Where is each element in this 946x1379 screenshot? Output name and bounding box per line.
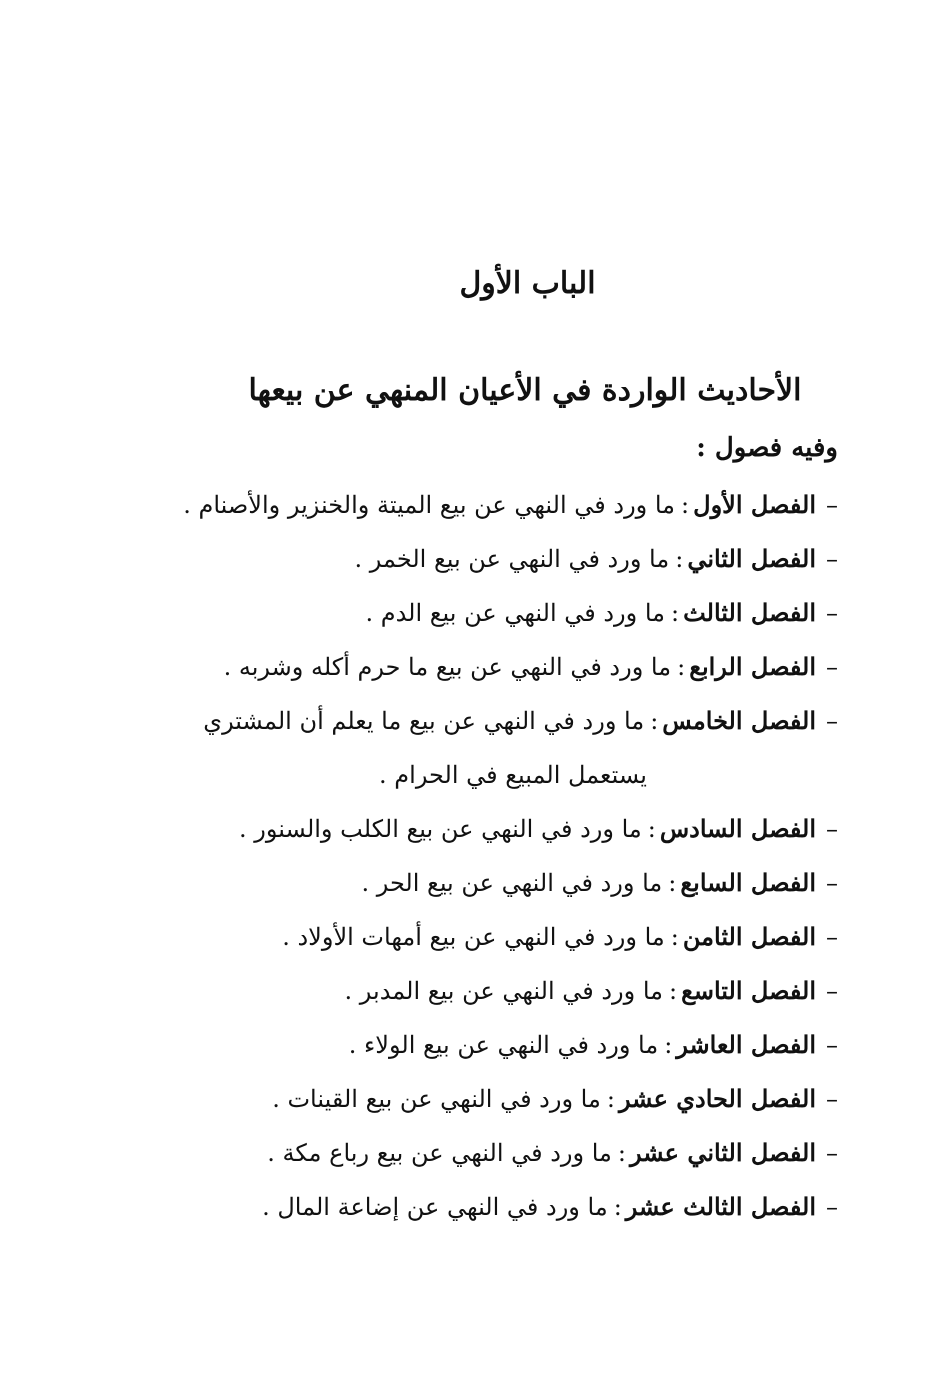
chapter-name: الفصل الثامن xyxy=(682,922,816,951)
list-dash: – xyxy=(826,599,838,627)
separator: : xyxy=(617,1139,626,1167)
chapter-text: ما ورد في النهي عن بيع المدبر . xyxy=(344,977,664,1005)
chapter-name: الفصل السابع xyxy=(680,868,816,897)
list-dash: – xyxy=(826,869,838,897)
chapter-name: الفصل الثاني xyxy=(687,544,816,573)
list-item xyxy=(148,802,838,856)
separator: : xyxy=(668,869,677,897)
list-item xyxy=(148,1072,838,1126)
section-title: الأحاديث الواردة في الأعيان المنهي عن بيعها xyxy=(248,373,802,408)
chapter-text: ما ورد في النهي عن بيع ما يعلم أن المشتري xyxy=(203,707,645,735)
chapter-text: ما ورد في النهي عن بيع الولاء . xyxy=(348,1031,659,1059)
chapter-title: الباب الأول xyxy=(459,266,596,301)
list-item xyxy=(148,1126,838,1180)
chapter-text: ما ورد في النهي عن بيع أمهات الأولاد . xyxy=(282,923,665,951)
list-item xyxy=(148,586,838,640)
list-dash: – xyxy=(826,977,838,1005)
intro-text: وفيه فصول : xyxy=(696,433,838,463)
separator: : xyxy=(671,599,680,627)
list-dash: – xyxy=(826,653,838,681)
chapter-name: الفصل العاشر xyxy=(676,1030,816,1059)
separator: : xyxy=(647,815,656,843)
separator: : xyxy=(613,1193,622,1221)
chapter-name: الفصل الخامس xyxy=(662,706,816,735)
chapter-text: ما ورد في النهي عن بيع الحر . xyxy=(361,869,663,897)
chapter-text: ما ورد في النهي عن بيع رباع مكة . xyxy=(267,1139,612,1167)
chapter-name: الفصل التاسع xyxy=(681,976,816,1005)
list-item xyxy=(148,478,838,532)
list-item xyxy=(148,1180,838,1234)
chapter-name: الفصل الثالث عشر xyxy=(625,1192,816,1221)
list-item xyxy=(148,910,838,964)
chapter-name: الفصل الحادي عشر xyxy=(618,1084,816,1113)
chapter-name: الفصل السادس xyxy=(659,814,816,843)
chapter-text: ما ورد في النهي عن بيع الدم . xyxy=(365,599,666,627)
list-dash: – xyxy=(826,923,838,951)
chapter-name: الفصل الرابع xyxy=(689,652,816,681)
separator: : xyxy=(669,977,678,1005)
separator: : xyxy=(677,653,686,681)
chapter-text: ما ورد في النهي عن بيع الميتة والخنزير والأصنام . xyxy=(183,491,676,519)
chapter-text: ما ورد في النهي عن بيع القينات . xyxy=(272,1085,601,1113)
chapter-text-continuation: يستعمل المبيع في الحرام . xyxy=(379,761,647,789)
chapter-text: ما ورد في النهي عن بيع ما حرم أكله وشربه . xyxy=(223,653,672,681)
separator: : xyxy=(670,923,679,951)
list-item xyxy=(148,856,838,910)
separator: : xyxy=(650,707,659,735)
list-item xyxy=(148,964,838,1018)
list-dash: – xyxy=(826,1139,838,1167)
list-item xyxy=(148,1018,838,1072)
chapter-text: ما ورد في النهي عن بيع الكلب والسنور . xyxy=(239,815,642,843)
list-item xyxy=(148,694,838,802)
list-dash: – xyxy=(826,1085,838,1113)
list-dash: – xyxy=(826,1193,838,1221)
chapter-text: ما ورد في النهي عن بيع الخمر . xyxy=(354,545,670,573)
chapter-list xyxy=(148,478,838,1234)
list-dash: – xyxy=(826,491,838,519)
separator: : xyxy=(606,1085,615,1113)
list-item xyxy=(148,532,838,586)
chapter-name: الفصل الثالث xyxy=(683,598,816,627)
list-dash: – xyxy=(826,545,838,573)
list-dash: – xyxy=(826,707,838,735)
chapter-text: ما ورد في النهي عن إضاعة المال . xyxy=(262,1193,608,1221)
separator: : xyxy=(664,1031,673,1059)
separator: : xyxy=(681,491,690,519)
chapter-name: الفصل الأول xyxy=(693,490,816,519)
chapter-name: الفصل الثاني عشر xyxy=(629,1138,816,1167)
list-item xyxy=(148,640,838,694)
list-dash: – xyxy=(826,815,838,843)
separator: : xyxy=(675,545,684,573)
list-dash: – xyxy=(826,1031,838,1059)
